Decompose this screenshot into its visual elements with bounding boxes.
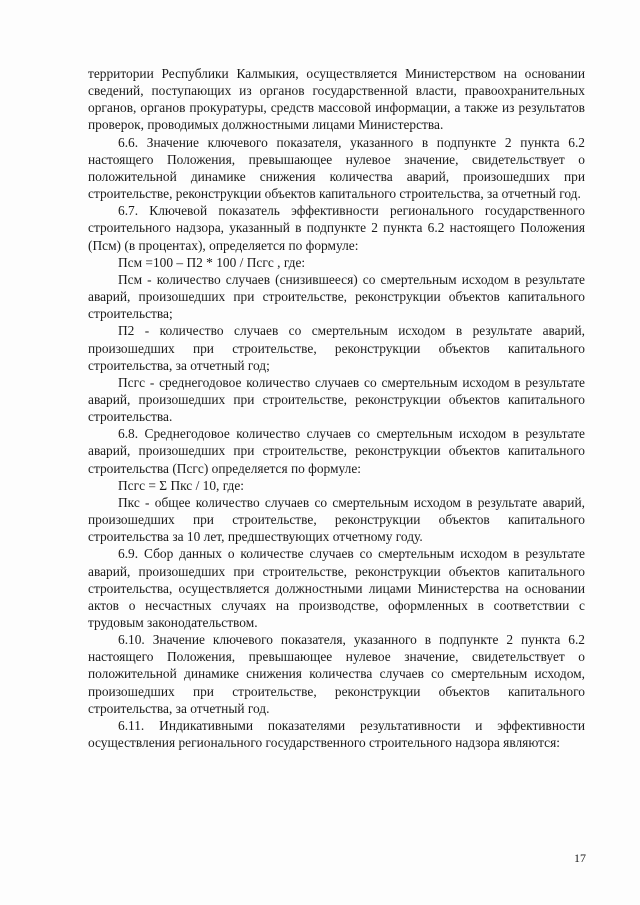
paragraph-continuation: территории Республики Калмыкия, осуществляется Министерством на основании сведений, поступающих из органов государственной власти, правоохранительных органов, органов прокуратуры, средств массовой информации, а также из результатов проверок, проводимых должностными лицами Министерства. xyxy=(88,66,585,133)
definition-psgs: Псгс - среднегодовое количество случаев со смертельным исходом в результате аварий, произошедших при строительстве, реконструкции объектов капитального строительства. xyxy=(88,374,585,425)
paragraph-6-7: 6.7. Ключевой показатель эффективности регионального государственного строительного надзора, указанный в подпункте 2 пункта 6.2 настоящего Положения (Псм) (в процентах), определяется по формуле: xyxy=(88,203,585,253)
paragraph-6-6: 6.6. Значение ключевого показателя, указанного в подпункте 2 пункта 6.2 настоящего Положения, превышающее нулевое значение, свидетельствует о положительной динамике снижения количества аварий, произошедших при строительстве, реконструкции объектов капитального строительства, за отчетный год. xyxy=(88,134,585,202)
paragraph-6-10: 6.10. Значение ключевого показателя, указанного в подпункте 2 пункта 6.2 настоящего Положения, превышающее нулевое значение, свидетельствует о положительной динамике снижения количества случаев со смертельным исходом, произошедших при строительстве, реконструкции объектов капитального строительства, за отчетный год. xyxy=(88,632,585,716)
paragraph-6-9: 6.9. Сбор данных о количестве случаев со смертельным исходом в результате аварий, произошедших при строительстве, реконструкции объектов капитального строительства, осуществляется должностными лицами Министерства на основании актов о несчастных случаях на производстве, оформленных в соответствии с трудовым законодательством. xyxy=(88,546,585,630)
definition-psm: Псм - количество случаев (снизившееся) со смертельным исходом в результате аварий, произошедших при строительстве, реконструкции объектов капитального строительства; xyxy=(88,271,585,322)
definition-pks: Пкс - общее количество случаев со смертельным исходом в результате аварий, произошедших при строительстве, реконструкции объектов капитального строительства за 10 лет, предшествующих отчетному году. xyxy=(88,494,585,545)
paragraph-6-11: 6.11. Индикативными показателями результативности и эффективности осуществления регионального государственного строительного надзора являются: xyxy=(88,717,585,751)
definition-p2: П2 - количество случаев со смертельным исходом в результате аварий, произошедших при строительстве, реконструкции объектов капитального строительства, за отчетный год; xyxy=(88,323,585,373)
page-number: 17 xyxy=(574,851,586,865)
paragraph-6-8: 6.8. Среднегодовое количество случаев со смертельным исходом в результате аварий, произошедших при строительстве, реконструкции объектов капитального строительства (Псгс) определяется по формуле: xyxy=(88,426,585,476)
formula-psgs: Псгс = Σ Пкс / 10, где: xyxy=(118,477,245,493)
document-body xyxy=(88,65,585,751)
formula-psm: Псм =100 – П2 * 100 / Псгс , где: xyxy=(118,254,306,270)
